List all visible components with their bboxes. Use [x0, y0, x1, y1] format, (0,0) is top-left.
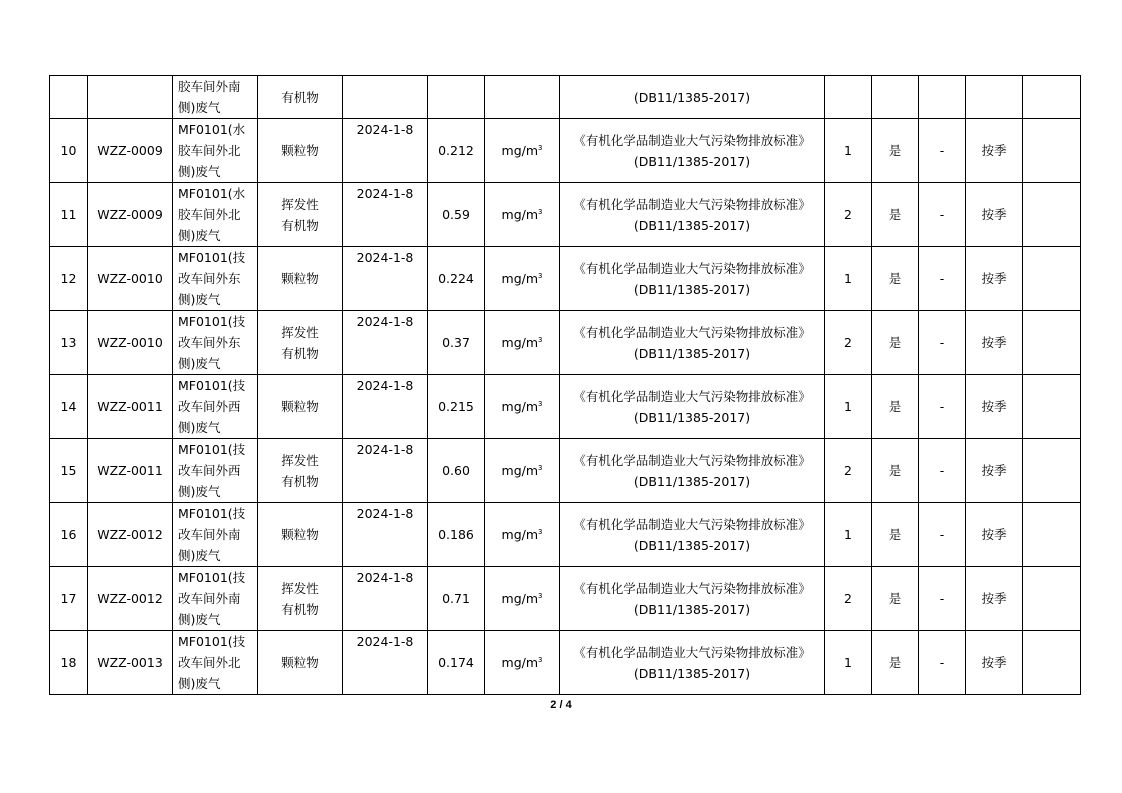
standard-level-cell: 2: [825, 439, 872, 503]
pollutant-cell: [258, 119, 343, 183]
remarks-cell: [1023, 503, 1081, 567]
measured-value-cell: 0.60: [428, 439, 485, 503]
emission-standard-cell-line: 《有机化学品制造业大气污染物排放标准》: [573, 260, 811, 276]
location-cell: [173, 311, 258, 375]
emission-standard-cell: [560, 631, 825, 695]
exceedance-cell: -: [919, 311, 966, 375]
pollutant-cell: [258, 311, 343, 375]
pollutant-cell: [258, 375, 343, 439]
monitoring-point-id-cell: WZZ-0009: [88, 119, 173, 183]
location-cell-line: MF0101(水: [178, 122, 246, 137]
compliance-cell: 是: [872, 247, 919, 311]
monitoring-point-id-cell: WZZ-0010: [88, 311, 173, 375]
unit-cell: [485, 503, 560, 567]
table-row: [50, 247, 1081, 311]
compliance-cell: 是: [872, 631, 919, 695]
remarks-cell: [1023, 311, 1081, 375]
pollutant-cell-line: 有机物: [281, 601, 319, 617]
location-cell-line: MF0101(技: [178, 506, 246, 521]
standard-level-cell: 1: [825, 247, 872, 311]
table-row: [50, 119, 1081, 183]
location-cell-line: 侧)废气: [178, 676, 221, 691]
exceedance-cell: -: [919, 567, 966, 631]
unit-base: mg/m: [501, 271, 539, 286]
location-cell: [173, 439, 258, 503]
unit-base: mg/m: [501, 399, 539, 414]
measured-value-cell: 0.215: [428, 375, 485, 439]
pollutant-cell-line: 挥发性: [281, 324, 319, 340]
location-cell-line: MF0101(水: [178, 186, 246, 201]
sampling-date-cell: 2024-1-8: [343, 439, 428, 503]
unit-superscript: 3: [538, 527, 543, 536]
measured-value-cell: 0.224: [428, 247, 485, 311]
remarks-cell: [1023, 76, 1081, 119]
pollutant-cell-line: 有机物: [281, 345, 319, 361]
monitoring-point-id-cell: WZZ-0009: [88, 183, 173, 247]
emission-standard-cell: [560, 119, 825, 183]
measured-value-cell: 0.37: [428, 311, 485, 375]
location-cell-line: 侧)废气: [178, 100, 221, 115]
emission-standard-cell-line: (DB11/1385-2017): [633, 345, 751, 361]
table-row: [50, 439, 1081, 503]
emission-standard-cell: [560, 503, 825, 567]
unit-superscript: 3: [538, 591, 543, 600]
remarks-cell: [1023, 183, 1081, 247]
exceedance-cell: -: [919, 375, 966, 439]
sampling-date-cell: 2024-1-8: [343, 503, 428, 567]
location-cell-line: 侧)废气: [178, 356, 221, 371]
emission-standard-cell-line: (DB11/1385-2017): [633, 217, 751, 233]
standard-level-cell: 1: [825, 375, 872, 439]
remarks-cell: [1023, 439, 1081, 503]
emission-standard-cell-line: (DB11/1385-2017): [633, 89, 751, 105]
remarks-cell: [1023, 119, 1081, 183]
exceedance-cell: [919, 76, 966, 119]
location-cell: [173, 76, 258, 119]
location-cell-line: MF0101(技: [178, 314, 246, 329]
standard-level-cell: [825, 76, 872, 119]
unit-cell: [485, 76, 560, 119]
exceedance-cell: -: [919, 439, 966, 503]
location-cell-line: 改车间外南: [178, 527, 241, 542]
unit-base: mg/m: [501, 463, 539, 478]
unit-base: mg/m: [501, 591, 539, 606]
monitoring-frequency-cell: 按季: [966, 439, 1023, 503]
location-cell: [173, 503, 258, 567]
unit-cell: [485, 183, 560, 247]
measured-value-cell: [428, 76, 485, 119]
pollutant-cell: [258, 631, 343, 695]
location-cell-line: 侧)废气: [178, 420, 221, 435]
emission-standard-cell-line: (DB11/1385-2017): [633, 281, 751, 297]
compliance-cell: 是: [872, 567, 919, 631]
monitoring-frequency-cell: 按季: [966, 503, 1023, 567]
row-index-cell: 16: [50, 503, 88, 567]
monitoring-frequency-cell: 按季: [966, 183, 1023, 247]
row-index-cell: 11: [50, 183, 88, 247]
emission-standard-cell-line: (DB11/1385-2017): [633, 537, 751, 553]
pollutant-cell-line: 挥发性: [281, 580, 319, 596]
pollutant-cell: [258, 503, 343, 567]
location-cell-line: 侧)废气: [178, 484, 221, 499]
location-cell: [173, 567, 258, 631]
table-row: [50, 567, 1081, 631]
compliance-cell: [872, 76, 919, 119]
unit-base: mg/m: [501, 335, 539, 350]
emission-standard-cell-line: 《有机化学品制造业大气污染物排放标准》: [573, 516, 811, 532]
pollutant-cell-line: 颗粒物: [281, 143, 319, 158]
monitoring-point-id-cell: WZZ-0012: [88, 503, 173, 567]
emission-standard-cell-line: 《有机化学品制造业大气污染物排放标准》: [573, 324, 811, 340]
location-cell-line: MF0101(技: [178, 570, 246, 585]
compliance-cell: 是: [872, 503, 919, 567]
row-index-cell: 18: [50, 631, 88, 695]
monitoring-frequency-cell: 按季: [966, 247, 1023, 311]
remarks-cell: [1023, 247, 1081, 311]
unit-superscript: 3: [538, 399, 543, 408]
unit-superscript: 3: [538, 143, 543, 152]
row-index-cell: 12: [50, 247, 88, 311]
table-row: [50, 375, 1081, 439]
sampling-date-cell: [343, 76, 428, 119]
row-index-cell: 14: [50, 375, 88, 439]
monitoring-point-id-cell: WZZ-0013: [88, 631, 173, 695]
location-cell-line: MF0101(技: [178, 378, 246, 393]
row-index-cell: [50, 76, 88, 119]
location-cell-line: MF0101(技: [178, 250, 246, 265]
location-cell-line: 侧)废气: [178, 164, 221, 179]
measured-value-cell: 0.59: [428, 183, 485, 247]
measured-value-cell: 0.186: [428, 503, 485, 567]
pollutant-cell: [258, 567, 343, 631]
unit-cell: [485, 567, 560, 631]
pollutant-cell-line: 有机物: [281, 217, 319, 233]
pollutant-cell-line: 有机物: [281, 473, 319, 489]
pollutant-cell-line: 颗粒物: [281, 527, 319, 542]
unit-base: mg/m: [501, 207, 539, 222]
pollutant-cell: [258, 76, 343, 119]
emission-standard-cell: [560, 567, 825, 631]
location-cell-line: 改车间外东: [178, 271, 241, 286]
emission-standard-cell: [560, 439, 825, 503]
unit-superscript: 3: [538, 463, 543, 472]
location-cell-line: 胶车间外南: [178, 79, 241, 94]
row-index-cell: 13: [50, 311, 88, 375]
monitoring-frequency-cell: 按季: [966, 311, 1023, 375]
measured-value-cell: 0.174: [428, 631, 485, 695]
monitoring-point-id-cell: WZZ-0011: [88, 439, 173, 503]
location-cell: [173, 183, 258, 247]
sampling-date-cell: 2024-1-8: [343, 119, 428, 183]
row-index-cell: 15: [50, 439, 88, 503]
emission-standard-cell: [560, 375, 825, 439]
location-cell: [173, 631, 258, 695]
location-cell-line: 侧)废气: [178, 548, 221, 563]
emission-standard-cell-line: 《有机化学品制造业大气污染物排放标准》: [573, 132, 811, 148]
exceedance-cell: -: [919, 247, 966, 311]
location-cell: [173, 119, 258, 183]
monitoring-frequency-cell: 按季: [966, 567, 1023, 631]
pollutant-cell-line: 挥发性: [281, 452, 319, 468]
emission-standard-cell-line: (DB11/1385-2017): [633, 601, 751, 617]
sampling-date-cell: 2024-1-8: [343, 247, 428, 311]
pollutant-cell: [258, 183, 343, 247]
exceedance-cell: -: [919, 183, 966, 247]
remarks-cell: [1023, 375, 1081, 439]
pollutant-cell-line: 挥发性: [281, 196, 319, 212]
row-index-cell: 17: [50, 567, 88, 631]
unit-cell: [485, 375, 560, 439]
location-cell-line: 胶车间外北: [178, 143, 241, 158]
monitoring-point-id-cell: [88, 76, 173, 119]
table-row: [50, 631, 1081, 695]
unit-base: mg/m: [501, 655, 539, 670]
unit-superscript: 3: [538, 335, 543, 344]
monitoring-frequency-cell: 按季: [966, 375, 1023, 439]
monitoring-point-id-cell: WZZ-0010: [88, 247, 173, 311]
emission-standard-cell-line: (DB11/1385-2017): [633, 409, 751, 425]
monitoring-point-id-cell: WZZ-0011: [88, 375, 173, 439]
row-index-cell: 10: [50, 119, 88, 183]
remarks-cell: [1023, 631, 1081, 695]
emission-standard-cell: [560, 76, 825, 119]
unit-superscript: 3: [538, 207, 543, 216]
unit-cell: [485, 247, 560, 311]
unit-cell: [485, 119, 560, 183]
location-cell-line: MF0101(技: [178, 634, 246, 649]
sampling-date-cell: 2024-1-8: [343, 183, 428, 247]
location-cell-line: 改车间外西: [178, 399, 241, 414]
standard-level-cell: 1: [825, 119, 872, 183]
monitoring-frequency-cell: 按季: [966, 119, 1023, 183]
pollutant-cell-line: 有机物: [281, 89, 319, 105]
sampling-date-cell: 2024-1-8: [343, 375, 428, 439]
pollutant-cell-line: 颗粒物: [281, 399, 319, 414]
location-cell-line: 改车间外南: [178, 591, 241, 606]
table-row: [50, 311, 1081, 375]
standard-level-cell: 1: [825, 503, 872, 567]
location-cell-line: 胶车间外北: [178, 207, 241, 222]
standard-level-cell: 2: [825, 567, 872, 631]
standard-level-cell: 2: [825, 183, 872, 247]
unit-cell: [485, 311, 560, 375]
measured-value-cell: 0.71: [428, 567, 485, 631]
sampling-date-cell: 2024-1-8: [343, 631, 428, 695]
pollutant-cell-line: 颗粒物: [281, 655, 319, 670]
compliance-cell: 是: [872, 183, 919, 247]
table-row: [50, 503, 1081, 567]
emission-standard-cell-line: 《有机化学品制造业大气污染物排放标准》: [573, 644, 811, 660]
emission-standard-cell-line: 《有机化学品制造业大气污染物排放标准》: [573, 452, 811, 468]
location-cell-line: 侧)废气: [178, 292, 221, 307]
remarks-cell: [1023, 567, 1081, 631]
emission-standard-cell: [560, 311, 825, 375]
compliance-cell: 是: [872, 375, 919, 439]
location-cell-line: 侧)废气: [178, 228, 221, 243]
location-cell-line: MF0101(技: [178, 442, 246, 457]
location-cell-line: 侧)废气: [178, 612, 221, 627]
monitoring-results-table: [49, 75, 1081, 695]
table-row: [50, 183, 1081, 247]
sampling-date-cell: 2024-1-8: [343, 311, 428, 375]
monitoring-point-id-cell: WZZ-0012: [88, 567, 173, 631]
emission-standard-cell-line: (DB11/1385-2017): [633, 153, 751, 169]
unit-cell: [485, 631, 560, 695]
emission-standard-cell-line: (DB11/1385-2017): [633, 473, 751, 489]
emission-standard-cell-line: 《有机化学品制造业大气污染物排放标准》: [573, 196, 811, 212]
emission-standard-cell: [560, 183, 825, 247]
location-cell-line: 改车间外北: [178, 655, 241, 670]
standard-level-cell: 2: [825, 311, 872, 375]
monitoring-frequency-cell: 按季: [966, 631, 1023, 695]
measured-value-cell: 0.212: [428, 119, 485, 183]
exceedance-cell: -: [919, 119, 966, 183]
pollutant-cell: [258, 439, 343, 503]
pollutant-cell-line: 颗粒物: [281, 271, 319, 286]
compliance-cell: 是: [872, 119, 919, 183]
unit-cell: [485, 439, 560, 503]
standard-level-cell: 1: [825, 631, 872, 695]
exceedance-cell: -: [919, 631, 966, 695]
table-body: [50, 76, 1081, 695]
emission-standard-cell-line: 《有机化学品制造业大气污染物排放标准》: [573, 580, 811, 596]
emission-standard-cell: [560, 247, 825, 311]
location-cell-line: 改车间外东: [178, 335, 241, 350]
exceedance-cell: -: [919, 503, 966, 567]
sampling-date-cell: 2024-1-8: [343, 567, 428, 631]
pollutant-cell: [258, 247, 343, 311]
emission-standard-cell-line: (DB11/1385-2017): [633, 665, 751, 681]
page-number: 2 / 4: [550, 699, 572, 711]
location-cell: [173, 247, 258, 311]
table-row: [50, 76, 1081, 119]
compliance-cell: 是: [872, 439, 919, 503]
unit-superscript: 3: [538, 271, 543, 280]
location-cell-line: 改车间外西: [178, 463, 241, 478]
unit-base: mg/m: [501, 527, 539, 542]
emission-standard-cell-line: 《有机化学品制造业大气污染物排放标准》: [573, 388, 811, 404]
compliance-cell: 是: [872, 311, 919, 375]
monitoring-frequency-cell: [966, 76, 1023, 119]
unit-base: mg/m: [501, 143, 539, 158]
unit-superscript: 3: [538, 655, 543, 664]
location-cell: [173, 375, 258, 439]
